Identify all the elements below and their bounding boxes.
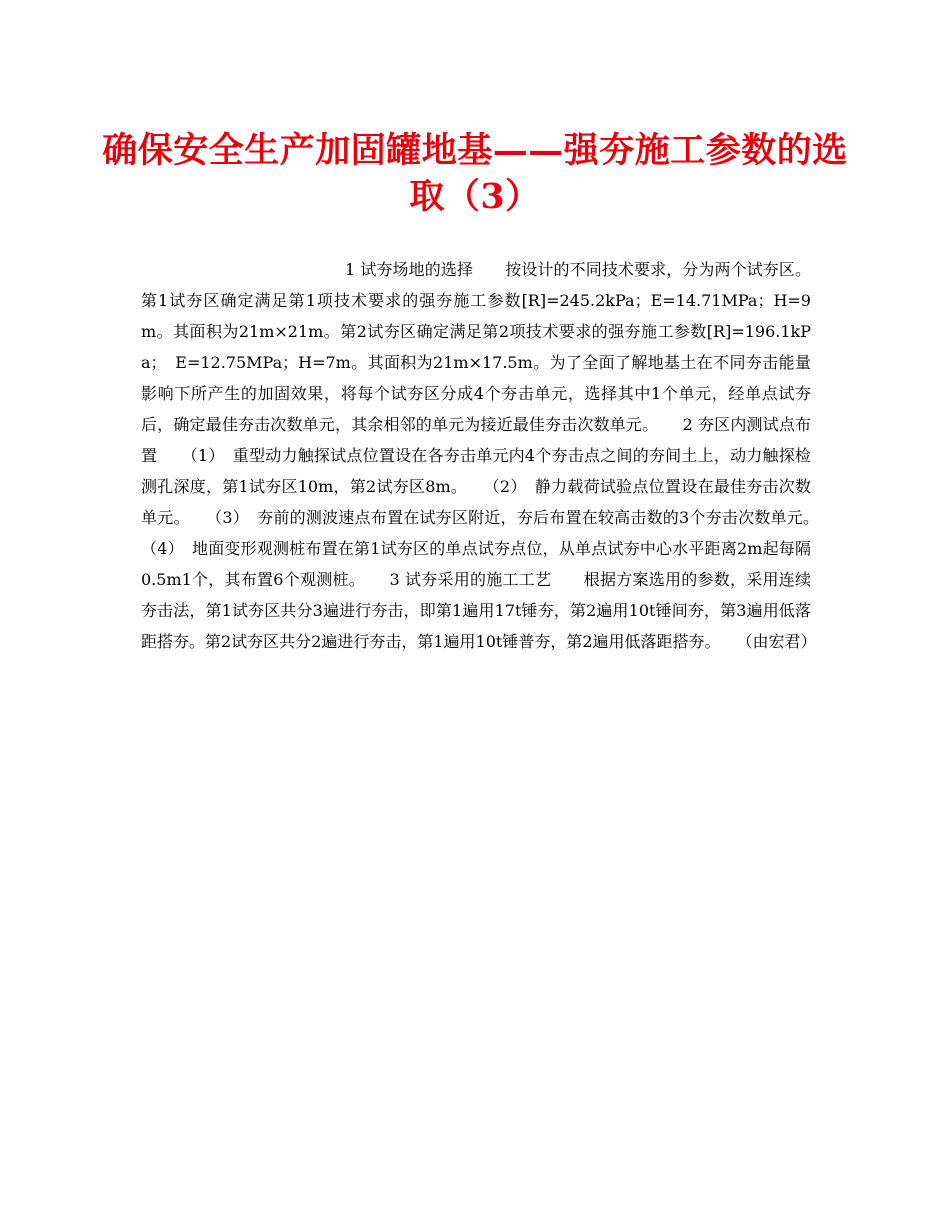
document-title: 确保安全生产加固罐地基——强夯施工参数的选取（3）: [102, 130, 848, 217]
document-body-paragraph: 1 试夯场地的选择 按设计的不同技术要求，分为两个试夯区。第1试夯区确定满足第1项技术要求的强夯施工参数[R]=245.2kPa；E=14.71MPa；H=9m。其面积为21m×21m。第2试夯区确定满足第2项技术要求的强夯施工参数[R]=196.1kPa； E=12.75MPa；H=7m。其面积为21m×17.5m。为了全面了解地基土在不同夯击能量影响下所产生的加固效果，将每个试夯区分成4个夯击单元，选择其中1个单元，经单点试夯后，确定最佳夯击次数单元，其余相邻的单元为接近最佳夯击次数单元。 2 夯区内测试点布置 （1） 重型动力触探试点位置设在各夯击单元内4个夯击点之间的夯间土上，动力触探检测孔深度，第1试夯区10m，第2试夯区8m。 （2） 静力载荷试验点位置设在最佳夯击次数单元。 （3） 夯前的测波速点布置在试夯区附近，夯后布置在较高击数的3个夯击次数单元。 （4） 地面变形观测桩布置在第1试夯区的单点试夯点位，从单点试夯中心水平距离2m起每隔0.5m1个，其布置6个观测桩。 3 试夯采用的施工工艺 根据方案选用的参数，采用连续夯击法，第1试夯区共分3遍进行夯击，即第1遍用17t锤夯，第2遍用10t锤间夯，第3遍用低落距搭夯。第2试夯区共分2遍进行夯击，第1遍用10t锤普夯，第2遍用低落距搭夯。 （由宏君）: [141, 260, 844, 651]
